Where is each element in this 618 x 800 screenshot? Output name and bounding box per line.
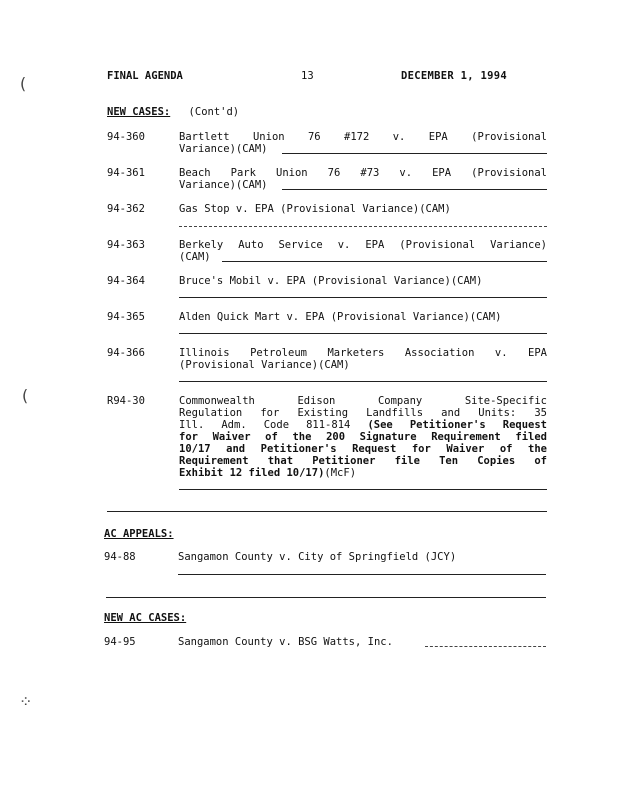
case-title-line1: Beach Park Union 76 #73 v. EPA (Provisional [179,167,547,179]
section-divider [107,511,547,512]
signature-line [282,153,547,154]
reg-line4: for Waiver of the 200 Signature Requirement filed [179,431,547,443]
signature-line [178,574,546,575]
case-title-line1: Bartlett Union 76 #172 v. EPA (Provisional [179,131,547,143]
reg-line3-text: Ill. Adm. Code 811-814 [179,419,351,431]
case-number: R94-30 [107,395,145,407]
signature-line [179,381,547,382]
case-title-line2: (Provisional Variance)(CAM) [179,359,350,371]
case-title-line2: Variance)(CAM) [179,179,268,191]
case-number: 94-366 [107,347,145,359]
signature-line [179,226,547,227]
reg-line3-bold: (See Petitioner's Request [367,419,548,431]
reg-line6: Requirement that Petitioner file Ten Copies of [179,455,547,467]
signature-line [282,189,547,190]
case-number: 94-365 [107,311,145,323]
case-title-line1: Illinois Petroleum Marketers Association v. EPA [179,347,547,359]
case-title-line1: Alden Quick Mart v. EPA (Provisional Variance)(CAM) [179,311,502,323]
section-divider [106,597,546,598]
case-number: 94-364 [107,275,145,287]
case-title-line2: Variance)(CAM) [179,143,268,155]
signature-line [179,333,547,334]
reg-line5: 10/17 and Petitioner's Request for Waiver of the [179,443,547,455]
signature-line [179,297,547,298]
new-cases-heading-row [107,106,239,118]
margin-mark-middle: ( [20,386,30,405]
reg-line7 [179,467,547,479]
continued-label: (Cont'd) [188,106,240,118]
agenda-title: FINAL AGENDA [107,70,183,82]
case-title-line2: (CAM) [179,251,211,263]
case-title-line1: Gas Stop v. EPA (Provisional Variance)(CAM) [179,203,451,215]
case-number: 94-360 [107,131,145,143]
case-title-line1: Sangamon County v. City of Springfield (JCY) [178,551,457,563]
case-title-line1: Bruce's Mobil v. EPA (Provisional Variance)(CAM) [179,275,483,287]
reg-line2: Regulation for Existing Landfills and Units: 35 [179,407,547,419]
reg-line7-bold: Exhibit 12 filed 10/17) [179,467,325,479]
new-cases-heading: NEW CASES: [107,106,171,118]
reg-line3 [179,419,547,431]
signature-line [179,489,547,490]
margin-mark-bottom: ⁘ [19,692,33,711]
case-number: 94-88 [104,551,136,563]
case-title-line1: Sangamon County v. BSG Watts, Inc. [178,636,393,648]
agenda-date: DECEMBER 1, 1994 [401,70,507,82]
signature-line [425,646,546,647]
ac-appeals-heading: AC APPEALS: [104,528,174,540]
reg-line1: Commonwealth Edison Company Site-Specific [179,395,547,407]
new-ac-cases-heading: NEW AC CASES: [104,612,187,624]
case-number: 94-362 [107,203,145,215]
signature-line [222,261,547,262]
case-number: 94-361 [107,167,145,179]
reg-line7-tail: (McF) [324,467,357,479]
case-number: 94-95 [104,636,136,648]
margin-mark-top: ( [18,74,28,93]
page-number: 13 [301,70,314,82]
case-title-line1: Berkely Auto Service v. EPA (Provisional Variance) [179,239,547,251]
case-number: 94-363 [107,239,145,251]
